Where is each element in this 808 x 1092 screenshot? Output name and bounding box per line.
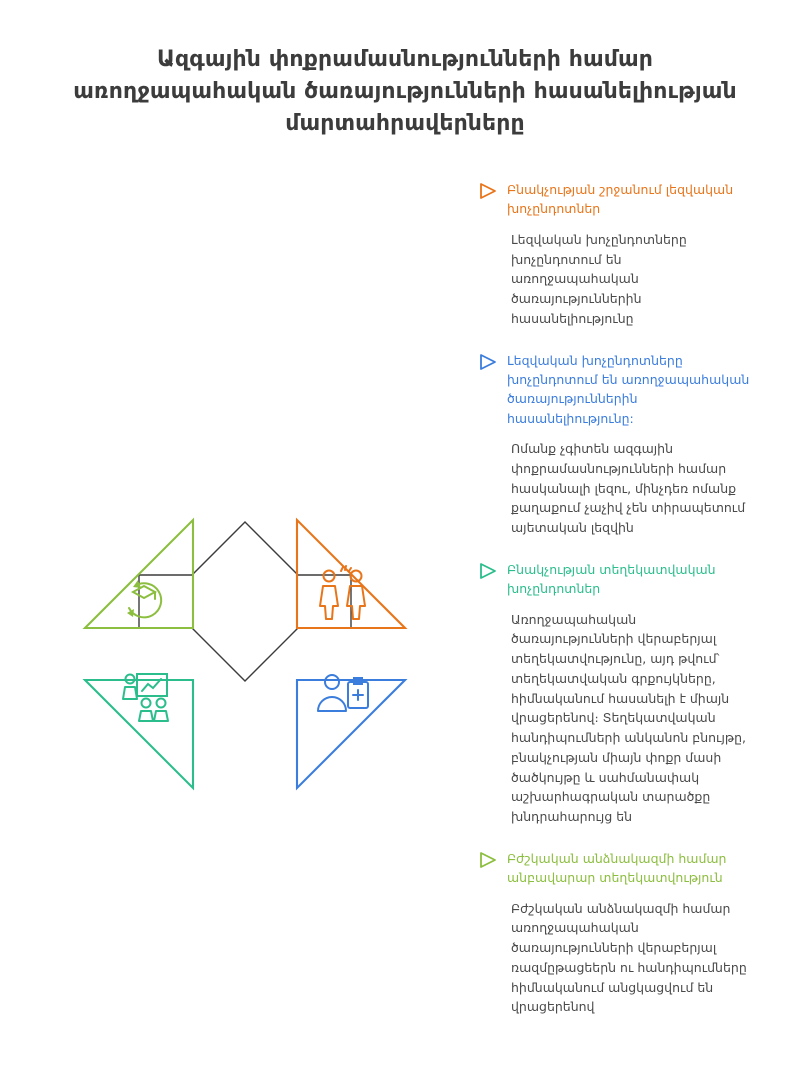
recycle-graduation-cap-icon xyxy=(127,580,161,617)
list-item-body: Լեզվական խոչընդոտները խոչընդոտում են առողջապահական ծառայություններին հասանելիությունը xyxy=(511,231,687,326)
two-people-icon xyxy=(320,566,365,619)
list-item-header xyxy=(478,180,750,219)
list-item-header xyxy=(478,560,750,599)
list-item-body: Առողջապահական ծառայությունների վերաբերյալ տեղեկատվությունը, այդ թվում՝ տեղեկատվական գրքույկները, հիմնականում հասանելի է միայն վրացերենով։ Տեղեկատվական հանդիպումների անկանոն բնույթը, բնակչության միայն փոքր մասի ծածկույթը և սահմանափակ աշխարհագրական տարածքը խնդրահարույց են xyxy=(511,611,747,824)
triangle-marker-orange xyxy=(478,182,498,204)
diamond-outline xyxy=(139,522,351,681)
list-item-title: Բժշկական անձնակազմի համար անբավարար տեղեկատվություն xyxy=(507,850,727,886)
list-item-title: Բնակչության շրջանում լեզվական խոչընդոտներ xyxy=(507,182,734,217)
list-item-header xyxy=(478,351,750,429)
triangle-marker-green xyxy=(478,851,498,873)
list-item-title: Բնակչության տեղեկատվական խոչընդոտներ xyxy=(507,561,716,597)
triangle-marker-teal xyxy=(478,562,498,584)
list-item xyxy=(478,849,750,1017)
list-item-body: Ոմանք չգիտեն ազգային փոքրամասնությունների համար հասկանալի լեզու, մինչդեռ ոմանք քաղաքում չաչիվ չեն տիրապետում այետական լեզվին xyxy=(511,441,746,535)
triangle-marker-blue xyxy=(478,353,498,375)
page-title: Ազգային փոքրամասնությունների համար առողջապահական ծառայությունների հասանելիության մարտահրավերները xyxy=(73,47,737,136)
four-triangles-diagram xyxy=(60,390,430,840)
list-item-title: Լեզվական խոչընդոտները խոչընդոտում են առողջապահական ծառայություններին հասանելիությունը: xyxy=(507,352,750,426)
list-item xyxy=(478,180,750,329)
challenges-list xyxy=(478,180,750,1039)
diagram-svg xyxy=(60,390,430,840)
list-item xyxy=(478,560,750,827)
list-item-body: Բժշկական անձնակազմի համար առողջապահական ծառայությունների վերաբերյալ ռազմըթացեերն ու հանդիպումները հիմնականում անցկացվում են վրացերենով xyxy=(511,900,747,1015)
list-item xyxy=(478,351,750,538)
triangle-bottom-right xyxy=(297,675,405,788)
list-item-header xyxy=(478,849,750,888)
triangle-bottom-left xyxy=(85,674,193,788)
